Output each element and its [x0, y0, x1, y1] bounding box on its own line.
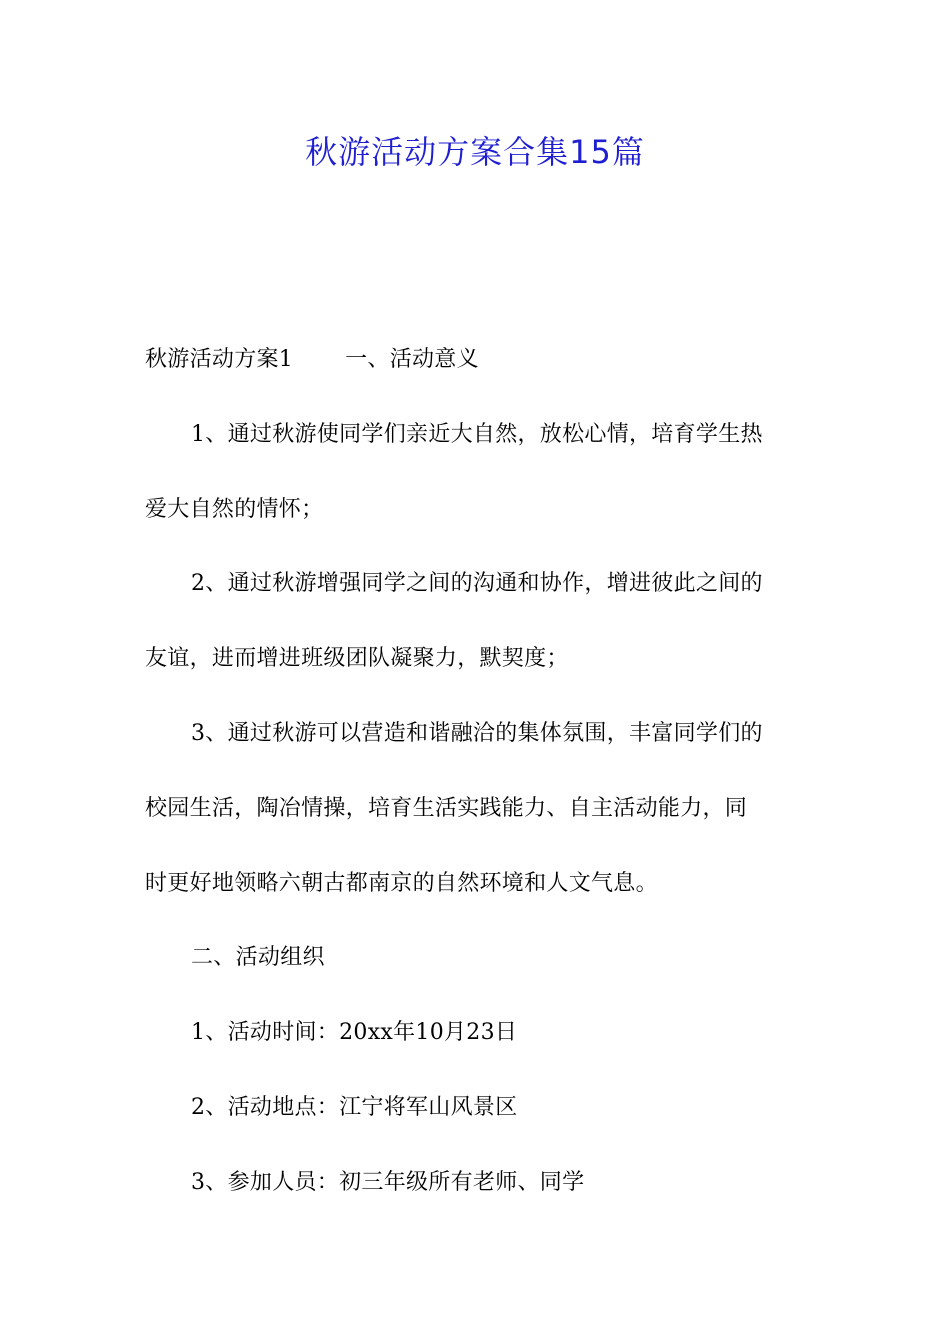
paragraph-line: 3、参加人员：初三年级所有老师、同学: [191, 1169, 585, 1195]
paragraph-line: 友谊，进而增进班级团队凝聚力，默契度；: [145, 646, 569, 672]
section-heading: 一、活动意义: [345, 347, 479, 372]
paragraph-line: 2、活动地点：江宁将军山风景区: [191, 1094, 518, 1120]
paragraph-line: 1、通过秋游使同学们亲近大自然，放松心情，培育学生热: [191, 421, 763, 447]
section-heading: 二、活动组织: [191, 945, 325, 971]
paragraph-line: 爱大自然的情怀；: [145, 496, 324, 522]
paragraph-line: 校园生活，陶冶情操，培育生活实践能力、自主活动能力，同: [145, 795, 748, 821]
paragraph-line: 1、活动时间：20xx年10月23日: [191, 1020, 518, 1046]
paragraph-line: 时更好地领略六朝古都南京的自然环境和人文气息。: [145, 870, 658, 896]
paragraph-line: 3、通过秋游可以营造和谐融洽的集体氛围，丰富同学们的: [191, 720, 763, 746]
document-body: [145, 336, 810, 1234]
document-title: 秋游活动方案合集15篇: [305, 133, 645, 171]
plan-heading: 秋游活动方案1: [145, 347, 294, 372]
section-heading-line: [145, 336, 810, 411]
paragraph-line: 2、通过秋游增强同学之间的沟通和协作，增进彼此之间的: [191, 571, 763, 597]
